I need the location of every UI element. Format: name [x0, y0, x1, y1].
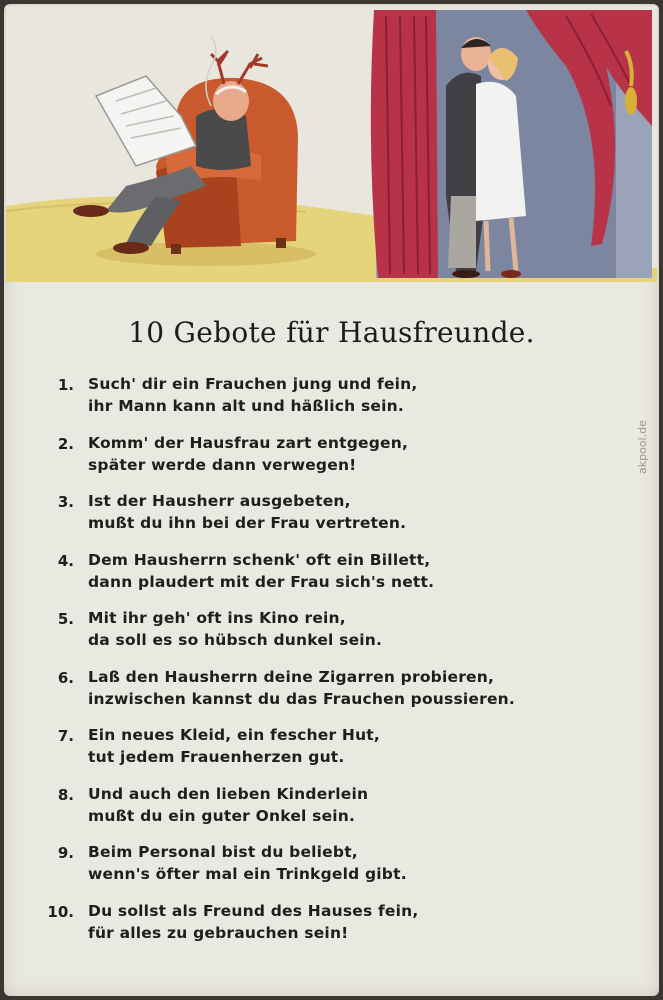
list-item	[38, 491, 638, 550]
list-item	[38, 725, 638, 784]
rule-text-line2: wenn's öfter mal ein Trinkgeld gibt.	[88, 865, 407, 883]
rule-text-line2: dann plaudert mit der Frau sich's nett.	[88, 572, 435, 591]
rule-text-line2: ihr Mann kann alt und häßlich sein.	[88, 397, 404, 415]
rule-text-line2: da soll es so hübsch dunkel sein.	[88, 631, 383, 649]
rule-number: 5.	[57, 610, 74, 628]
list-item	[38, 784, 638, 843]
rule-text-line1: Ist der Hausherr ausgebeten,	[88, 492, 351, 510]
rule-text-line1: Ein neues Kleid, ein fescher Hut,	[88, 726, 380, 744]
rule-text-line2: mußt du ein guter Onkel sein.	[88, 806, 356, 825]
list-item	[38, 667, 638, 726]
rule-number: 10.	[47, 902, 74, 921]
list-item	[38, 433, 638, 492]
rule-text-line1: Such' dir ein Frauchen jung und fein,	[88, 375, 418, 393]
rule-text-line1: Du sollst als Freund des Hauses fein,	[88, 901, 419, 920]
rules-list	[38, 374, 638, 959]
rule-number: 7.	[57, 727, 74, 745]
rule-text-line2: tut jedem Frauenherzen gut.	[88, 748, 345, 766]
cartoon-illustration	[6, 6, 657, 282]
rule-text-line2: später werde dann verwegen!	[88, 455, 357, 474]
rule-number: 9.	[57, 844, 74, 862]
rule-number: 2.	[57, 434, 74, 453]
rule-text-line2: für alles zu gebrauchen sein!	[88, 923, 349, 942]
rule-number: 1.	[57, 376, 74, 394]
list-item	[38, 608, 638, 667]
rule-text-line2: mußt du ihn bei der Frau vertreten.	[88, 514, 407, 532]
rule-text-line1: Laß den Hausherrn deine Zigarren probieren,	[88, 667, 495, 686]
rule-text-line2: inzwischen kannst du das Frauchen poussieren.	[88, 689, 516, 708]
rule-text-line1: Komm' der Hausfrau zart entgegen,	[88, 433, 409, 452]
list-item	[38, 842, 638, 901]
rule-number: 3.	[57, 493, 74, 511]
rule-number: 6.	[57, 668, 74, 687]
watermark: akpool.de	[636, 420, 649, 474]
list-item	[38, 374, 638, 433]
rule-text-line1: Dem Hausherrn schenk' oft ein Billett,	[88, 550, 431, 569]
postcard	[4, 4, 659, 996]
rule-text-line1: Und auch den lieben Kinderlein	[88, 784, 369, 803]
page-title: 10 Gebote für Hausfreunde.	[128, 316, 535, 349]
rule-text-line1: Beim Personal bist du beliebt,	[88, 843, 358, 861]
list-item	[38, 550, 638, 609]
rule-number: 4.	[57, 551, 74, 570]
rule-number: 8.	[57, 785, 74, 804]
rule-text-line1: Mit ihr geh' oft ins Kino rein,	[88, 609, 346, 627]
list-item	[38, 901, 638, 960]
